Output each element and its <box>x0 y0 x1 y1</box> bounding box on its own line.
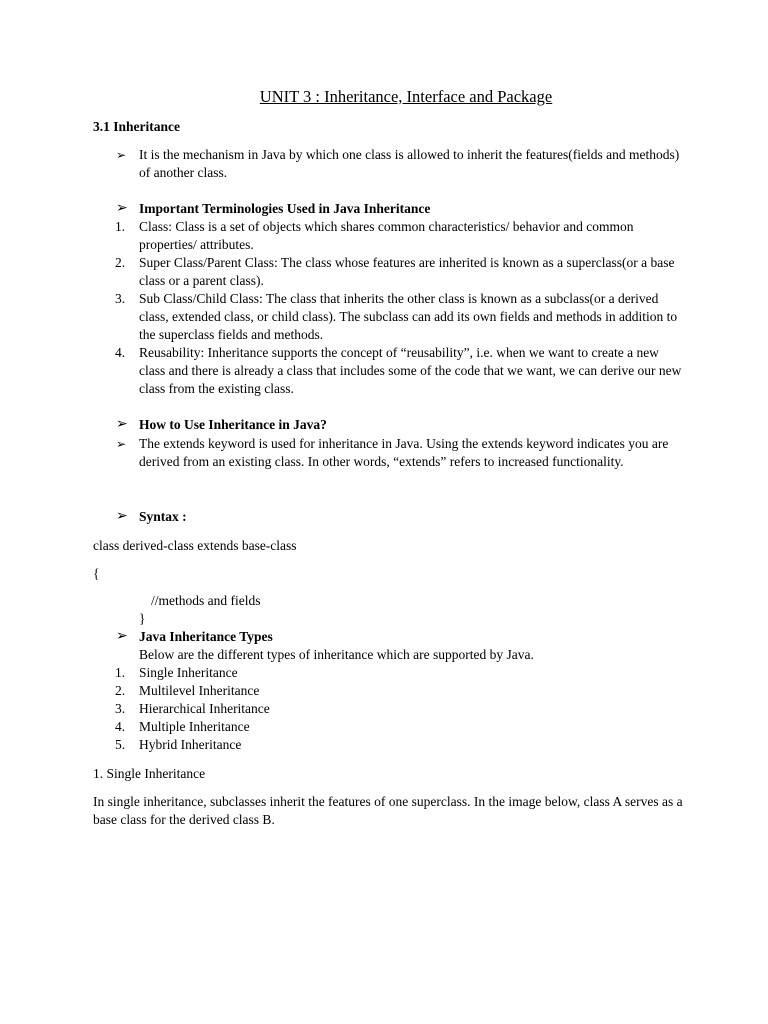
terminology-heading: Important Terminologies Used in Java Inheritance <box>139 201 431 216</box>
type-item: Multilevel Inheritance <box>139 683 260 698</box>
list-item-number: 2. <box>115 683 126 698</box>
arrow-bullet-icon: ➢ <box>116 417 128 432</box>
types-intro: Below are the different types of inheritance which are supported by Java. <box>139 647 534 662</box>
type-item: Single Inheritance <box>139 665 238 680</box>
type-item: Hierarchical Inheritance <box>139 701 270 716</box>
list-item-number: 4. <box>115 719 126 734</box>
list-item-number: 1. <box>115 219 126 234</box>
section-heading: 3.1 Inheritance <box>93 119 180 134</box>
intro-bullet-text: It is the mechanism in Java by which one class is allowed to inherit the features(fields and methods) of another class. <box>139 147 680 180</box>
list-item-number: 2. <box>115 255 126 270</box>
page-title-text: UNIT 3 : Inheritance, Interface and Package <box>259 87 553 106</box>
terminology-item: Reusability: Inheritance supports the concept of “reusability”, i.e. when we want to create a new class and there is already a class that includes some of the code that we want, we can derive our new class from the existing class. <box>139 345 682 396</box>
how-to-use-text: The extends keyword is used for inheritance in Java. Using the extends keyword indicates you are derived from an existing class. In other words, “extends” refers to increased functionality. <box>139 436 669 469</box>
syntax-heading: Syntax : <box>139 509 187 524</box>
list-item-number: 5. <box>115 737 126 752</box>
list-item-number: 3. <box>115 701 126 716</box>
list-item-number: 4. <box>115 345 126 360</box>
page-title <box>0 87 768 107</box>
syntax-line: //methods and fields <box>151 593 261 608</box>
list-item-number: 3. <box>115 291 126 306</box>
type-item: Hybrid Inheritance <box>139 737 242 752</box>
arrow-bullet-icon: ➢ <box>116 201 128 216</box>
syntax-line: { <box>93 566 100 581</box>
arrow-bullet-icon: ➢ <box>116 148 127 162</box>
terminology-item: Class: Class is a set of objects which shares common characteristics/ behavior and common properties/ attributes. <box>139 219 634 252</box>
arrow-bullet-icon: ➢ <box>116 509 128 524</box>
how-to-use-heading: How to Use Inheritance in Java? <box>139 417 327 432</box>
terminology-item: Super Class/Parent Class: The class whose features are inherited is known as a superclass(or a base class or a parent class). <box>139 255 675 288</box>
syntax-line: } <box>139 611 146 626</box>
types-heading: Java Inheritance Types <box>139 629 273 644</box>
type-item: Multiple Inheritance <box>139 719 250 734</box>
list-item-number: 1. <box>115 665 126 680</box>
terminology-item: Sub Class/Child Class: The class that inherits the other class is known as a subclass(or a derived class, extended class, or child class). The subclass can add its own fields and methods in addition to the superclass fields and methods. <box>139 291 678 342</box>
arrow-bullet-icon: ➢ <box>116 629 128 644</box>
arrow-bullet-icon: ➢ <box>116 437 127 451</box>
syntax-line: class derived-class extends base-class <box>93 538 297 553</box>
single-inheritance-heading: 1. Single Inheritance <box>93 766 206 781</box>
single-inheritance-text: In single inheritance, subclasses inherit the features of one superclass. In the image below, class A serves as a base class for the derived class B. <box>93 794 683 827</box>
